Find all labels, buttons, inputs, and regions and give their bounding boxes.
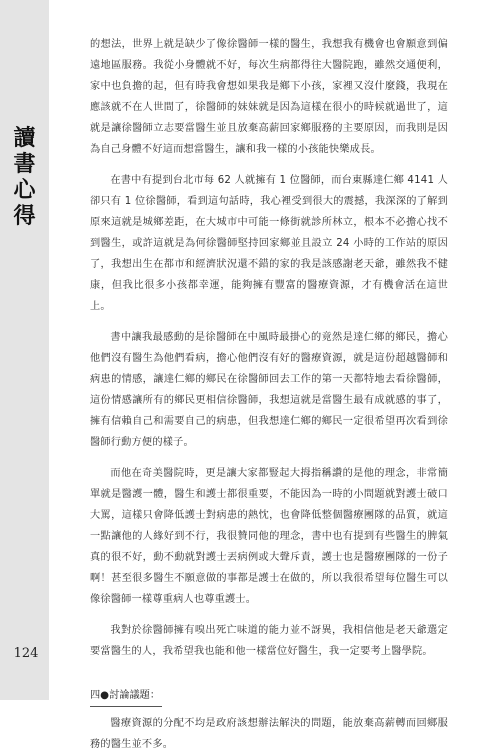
paragraph: 我對於徐醫師擁有嗅出死亡味道的能力並不訝異，我相信他是老天爺選定要當醫生的人，我希望我也能和他一樣當位好醫生，我一定要考上醫學院。	[90, 625, 448, 657]
paragraph: 在書中有提到台北市每 62 人就擁有 1 位醫師，而台東縣達仁鄉 4141 人卻只有 1 位徐醫師，看到這句話時，我心裡受到很大的震撼，我深深的了解到原來這就是城鄉差距，在大城市中可能一條街就診所林立，根本不必擔心找不到醫生，或許這就是為何徐醫師堅持回家鄉並且設立 24 小時的工作站的原因了，我想出生在都市和經濟狀況還不錯的家的我是該感謝老天爺，雖然我不健康，但我比很多小孩都幸運，能夠擁有豐富的醫療資源，才有機會活在這世上。	[90, 175, 448, 312]
discussion-text: 醫療資源的分配不均是政府該想辦法解決的問題，能放棄高薪轉而回鄉服務的醫生並不多。	[90, 718, 448, 750]
document-body	[90, 34, 448, 755]
side-bar	[0, 0, 49, 700]
section-title-char: 心	[13, 177, 36, 203]
section-title-char: 得	[13, 203, 36, 229]
paragraph: 而他在奇美醫院時，更是讓大家都豎起大拇指稱讚的是他的理念，非常簡單就是醫護一體，醫生和護士都很重要，不能因為一時的小問題就對護士破口大罵，這樣只會降低護士對病患的熱忱，也會降低整個醫療團隊的品質，就這一點讓他的人緣好到不行，我很贊同他的理念，書中也有提到有些醫生的脾氣真的很不好，動不動就對護士丟病例或大聲斥責，護士也是醫療團隊的一份子啊！甚至很多醫生不願意做的事都是護士在做的，所以我很希望每位醫生可以像徐醫師一樣尊重病人也尊重護士。	[90, 468, 448, 605]
paragraph: 的想法，世界上就是缺少了像徐醫師一樣的醫生，我想我有機會也會願意到偏遠地區服務。我從小身體就不好，每次生病都得往大醫院跑，雖然交通便利，家中也負擔的起，但有時我會想如果我是鄉下小孩，家裡又沒什麼錢，我現在應該就不在人世間了，徐醫師的妹妹就是因為這樣在很小的時候就過世了，這就是讓徐醫師立志要當醫生並且放棄高薪回家鄉服務的主要原因，而我則是因為自己身體不好這而想當醫生，讓和我一樣的小孩能快樂成長。	[90, 39, 448, 155]
section-title-vertical	[0, 125, 49, 229]
page-number: 124	[13, 646, 39, 661]
section-title-char: 書	[13, 151, 36, 177]
paragraph: 書中讓我最感動的是徐醫師在中風時最掛心的竟然是達仁鄉的鄉民，擔心他們沒有醫生為他們看病，擔心他們沒有好的醫療資源，就是這份超越醫師和病患的情感，讓達仁鄉的鄉民在徐醫師回去工作的第一天都特地去看徐醫師，這份情感讓所有的鄉民更相信徐醫師，我想這就是當醫生最有成就感的事了，擁有信賴自己和需要自己的病患，但我想達仁鄉的鄉民一定很希望再次看到徐醫師行動方便的樣子。	[90, 332, 448, 448]
section-title-char: 讀	[13, 125, 36, 151]
discussion-heading: 四●討論議題：	[90, 686, 162, 707]
